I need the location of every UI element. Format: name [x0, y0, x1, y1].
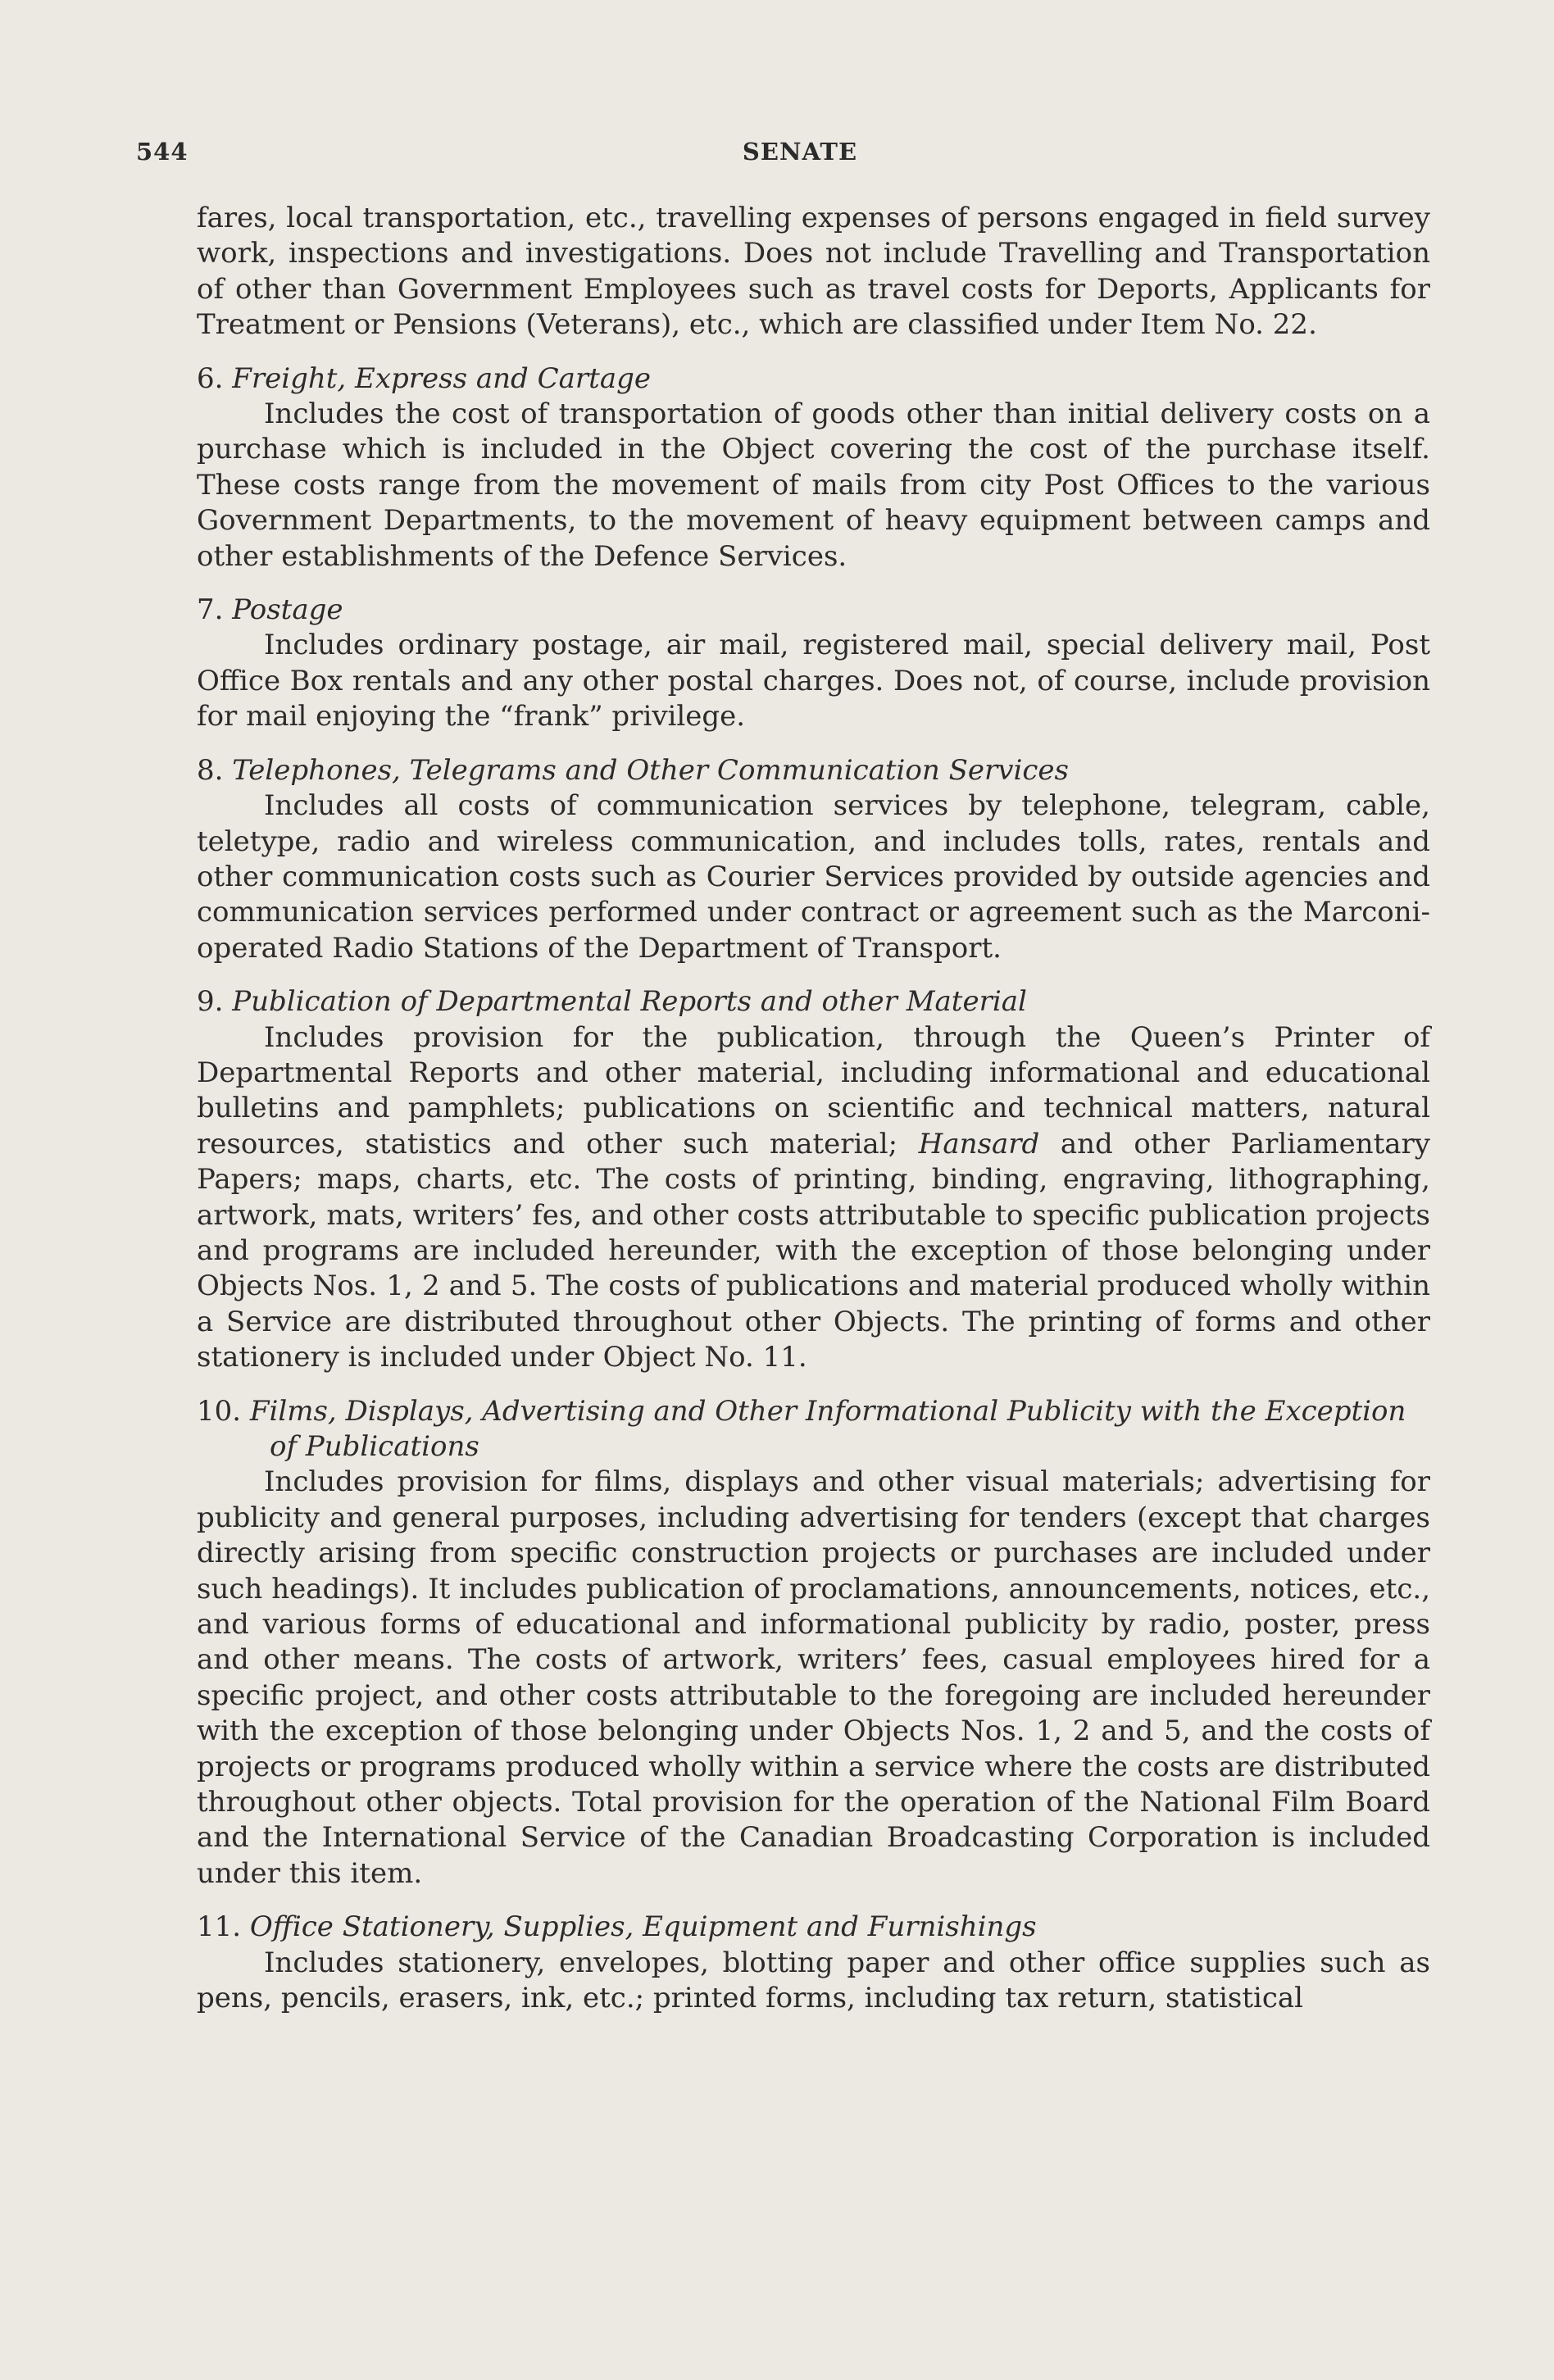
- item-heading: [197, 361, 1430, 397]
- item-title: Postage: [232, 593, 343, 627]
- continued-paragraph: fares, local transportation, etc., travelling expenses of persons engaged in field survey work, inspections and investigations. Does not include Travelling and Transportation of other than Government Employees such as travel costs for Deports, Applicants for Treatment or Pensions (Veterans), etc., which are classified under Item No. 22.: [197, 202, 1430, 342]
- item-body: Includes ordinary postage, air mail, registered mail, special delivery mail, Post Office Box rentals and any other postal charges. Does not, of course, include provision for mail enjoying the “frank” privilege.: [197, 629, 1430, 734]
- item-heading: [197, 753, 1430, 788]
- item-heading: [197, 593, 1430, 628]
- item-body: Includes the cost of transportation of goods other than initial delivery costs on a purchase which is included in the Object covering the cost of the purchase itself. These costs range from the movement of mails from city Post Offices to the various Government Departments, to the movement of heavy equipment between camps and other establishments of the Defence Services.: [197, 397, 1430, 573]
- item-6: [197, 361, 1430, 575]
- item-number: 7.: [197, 593, 224, 627]
- item-number: 10.: [197, 1394, 242, 1428]
- item-body-text: and other Parliamentary Papers; maps, charts, etc. The costs of printing, binding, engraving, lithographing, artwork, mats, writers’ fes, and other costs attributable to specific publication projects and programs are included hereunder, with the exception of those belonging under Objects Nos. 1, 2 and 5. The costs of publications and material produced wholly within a Service are distributed throughout other Objects. The printing of forms and other stationery is included under Object No. 11.: [197, 1127, 1430, 1374]
- item-body: Includes provision for films, displays and other visual materials; advertising for publicity and general purposes, including advertising for tenders (except that charges directly arising from specific construction projects or purchases are included under such headings). It includes publication of proclamations, announcements, notices, etc., and various forms of educational and informational publicity by radio, poster, press and other means. The costs of artwork, writers’ fees, casual employees hired for a specific project, and other costs attributable to the foregoing are included hereunder with the exception of those belonging under Objects Nos. 1, 2 and 5, and the costs of projects or programs produced wholly within a service where the costs are distributed throughout other objects. Total provision for the operation of the National Film Board and the International Service of the Canadian Broadcasting Corporation is included under this item.: [197, 1465, 1430, 1890]
- item-heading: [197, 984, 1430, 1020]
- item-title: Films, Displays, Advertising and Other Informational Publicity with the Exception of Publications: [249, 1394, 1406, 1463]
- page-number: 544: [136, 138, 189, 166]
- running-title: SENATE: [742, 138, 858, 166]
- item-body: [197, 1020, 1430, 1376]
- item-title: Telephones, Telegrams and Other Communication Services: [232, 753, 1069, 787]
- item-title: Freight, Express and Cartage: [232, 361, 651, 395]
- item-title: Publication of Departmental Reports and other Material: [232, 985, 1027, 1019]
- item-body: Includes all costs of communication services by telephone, telegram, cable, teletype, radio and wireless communication, and includes tolls, rates, rentals and other communication costs such as Courier Services provided by outside agencies and communication services performed under contract or agreement such as the Marconi-operated Radio Stations of the Department of Transport.: [197, 789, 1430, 965]
- item-number: 11.: [197, 1910, 242, 1944]
- item-8: [197, 753, 1430, 966]
- item-10: [197, 1394, 1430, 1892]
- item-number: 6.: [197, 361, 224, 395]
- page-body: [197, 201, 1430, 2017]
- item-title: Office Stationery, Supplies, Equipment and Furnishings: [249, 1910, 1037, 1944]
- item-9: [197, 984, 1430, 1375]
- item-body: Includes stationery, envelopes, blotting paper and other office supplies such as pens, pencils, erasers, ink, etc.; printed forms, including tax return, statistical: [197, 1946, 1430, 2015]
- item-number: 8.: [197, 753, 224, 787]
- item-body-text: Includes provision for the publication, through the Queen’s Printer of Departmental Reports and other material, including informational and educational bulletins and pamphlets; publications on scientific and technical matters, natural resources, statistics and other such material;: [197, 1020, 1430, 1160]
- item-7: [197, 593, 1430, 735]
- hansard-italic: Hansard: [918, 1127, 1040, 1160]
- running-head: [136, 138, 1431, 170]
- item-number: 9.: [197, 985, 224, 1019]
- item-heading: [197, 1394, 1430, 1465]
- item-11: [197, 1910, 1430, 2016]
- item-heading: [197, 1910, 1430, 1945]
